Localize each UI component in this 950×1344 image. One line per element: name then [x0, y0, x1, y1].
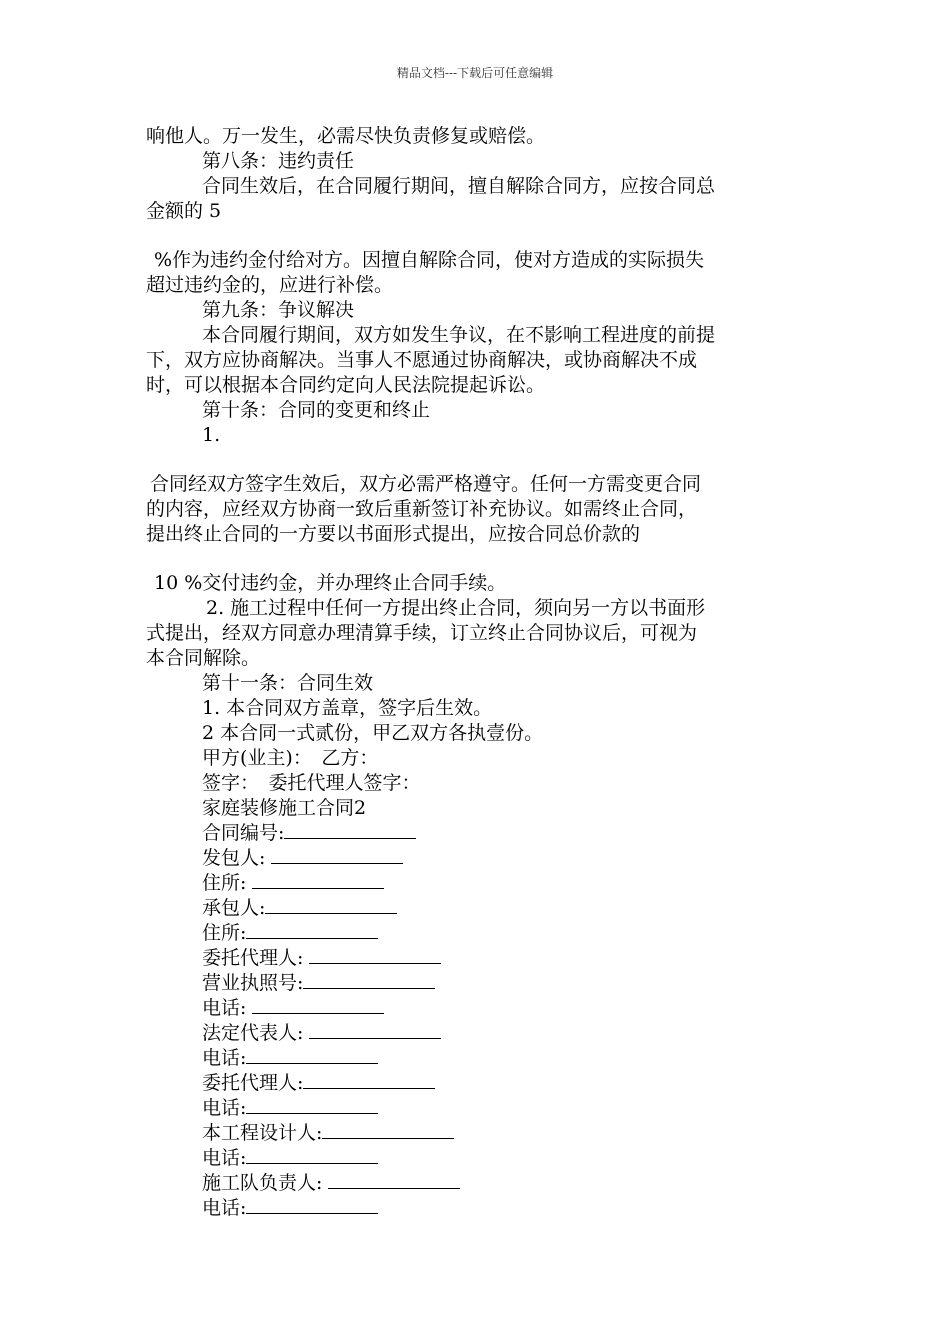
field-label: 电话:: [202, 1097, 247, 1119]
field-label: 合同编号:: [202, 822, 285, 844]
spacer: [146, 448, 810, 472]
fill-in-blank[interactable]: [303, 972, 435, 989]
form-field: [146, 1096, 810, 1121]
field-label: 委托代理人:: [202, 1072, 304, 1094]
field-label: 本工程设计人:: [202, 1122, 323, 1144]
paragraph-line: 1.: [202, 424, 221, 446]
paragraph-line: 的内容，应经双方协商一致后重新签订补充协议。如需终止合同，: [146, 498, 698, 520]
fill-in-blank[interactable]: [252, 997, 384, 1014]
field-label: 营业执照号:: [202, 972, 304, 994]
paragraph-line: 10 %交付违约金，并办理终止合同手续。: [154, 572, 507, 594]
fill-in-blank[interactable]: [284, 822, 416, 839]
paragraph-line: 本合同解除。: [146, 647, 261, 669]
form-field: [146, 1046, 810, 1071]
field-label: 法定代表人:: [202, 1022, 310, 1044]
form-field: [146, 896, 810, 921]
paragraph-line: 时，可以根据本合同约定向人民法院提起诉讼。: [146, 374, 546, 396]
fill-in-blank[interactable]: [309, 1022, 441, 1039]
paragraph-line: 合同生效后，在合同履行期间，擅自解除合同方，应按合同总: [202, 175, 716, 197]
signature-line: 签字： 委托代理人签字：: [202, 772, 421, 794]
page-header: 精品文档---下载后可任意编辑: [396, 66, 554, 80]
fill-in-blank[interactable]: [246, 1197, 378, 1214]
article-9-heading: 第九条：争议解决: [202, 299, 355, 321]
fill-in-blank[interactable]: [271, 847, 403, 864]
form-field: [146, 871, 810, 896]
field-label: 施工队负责人:: [202, 1172, 329, 1194]
fill-in-blank[interactable]: [252, 872, 384, 889]
paragraph-line: 下，双方应协商解决。当事人不愿通过协商解决，或协商解决不成: [146, 349, 698, 371]
article-8-heading: 第八条：违约责任: [202, 150, 355, 172]
form-field: [146, 1071, 810, 1096]
form-field: [146, 1196, 810, 1221]
article-11-heading: 第十一条：合同生效: [202, 672, 374, 694]
form-field: [146, 1171, 810, 1196]
paragraph-line: 式提出，经双方同意办理清算手续，订立终止合同协议后，可视为: [146, 622, 698, 644]
field-label: 电话:: [202, 997, 253, 1019]
field-label: 电话:: [202, 1047, 247, 1069]
form-field: [146, 1146, 810, 1171]
form-field: [146, 946, 810, 971]
paragraph-line: 1. 本合同双方盖章，签字后生效。: [202, 697, 493, 719]
form-field: [146, 971, 810, 996]
fill-in-blank[interactable]: [246, 1097, 378, 1114]
field-label: 发包人:: [202, 847, 272, 869]
fill-in-blank[interactable]: [322, 1122, 454, 1139]
contract-title: 家庭装修施工合同2: [202, 797, 367, 819]
paragraph-line: 本合同履行期间，双方如发生争议，在不影响工程进度的前提: [202, 324, 716, 346]
fill-in-blank[interactable]: [246, 1047, 378, 1064]
paragraph-line: 响他人。万一发生，必需尽快负责修复或赔偿。: [146, 125, 546, 147]
form-field: [146, 1021, 810, 1046]
paragraph-line: %作为违约金付给对方。因擅自解除合同，使对方造成的实际损失: [154, 249, 705, 271]
fill-in-blank[interactable]: [246, 1147, 378, 1164]
article-10-heading: 第十条：合同的变更和终止: [202, 399, 431, 421]
paragraph-line: 2. 施工过程中任何一方提出终止合同，须向另一方以书面形: [206, 597, 706, 619]
field-label: 住所:: [202, 922, 247, 944]
form-field: [146, 846, 810, 871]
fill-in-blank[interactable]: [328, 1172, 460, 1189]
fill-in-blank[interactable]: [303, 1072, 435, 1089]
fill-in-blank[interactable]: [246, 922, 378, 939]
paragraph-line: 金额的 5: [146, 200, 222, 222]
field-label: 承包人:: [202, 897, 266, 919]
field-label: 住所:: [202, 872, 253, 894]
paragraph-line: 提出终止合同的一方要以书面形式提出，应按合同总价款的: [146, 523, 641, 545]
paragraph-line: 合同经双方签字生效后，双方必需严格遵守。任何一方需变更合同: [150, 473, 702, 495]
paragraph-line: 2 本合同一式贰份，甲乙双方各执壹份。: [202, 722, 544, 744]
field-label: 电话:: [202, 1197, 247, 1219]
form-field: [146, 921, 810, 946]
form-field: [146, 996, 810, 1021]
spacer: [146, 547, 810, 571]
document-body: [146, 124, 810, 1221]
signature-parties-line: 甲方(业主)： 乙方：: [202, 747, 379, 769]
form-field: [146, 821, 810, 846]
field-label: 电话:: [202, 1147, 247, 1169]
fill-in-blank[interactable]: [309, 947, 441, 964]
field-label: 委托代理人:: [202, 947, 310, 969]
spacer: [146, 224, 810, 248]
fill-in-blank[interactable]: [265, 897, 397, 914]
paragraph-line: 超过违约金的，应进行补偿。: [146, 274, 394, 296]
form-field: [146, 1121, 810, 1146]
